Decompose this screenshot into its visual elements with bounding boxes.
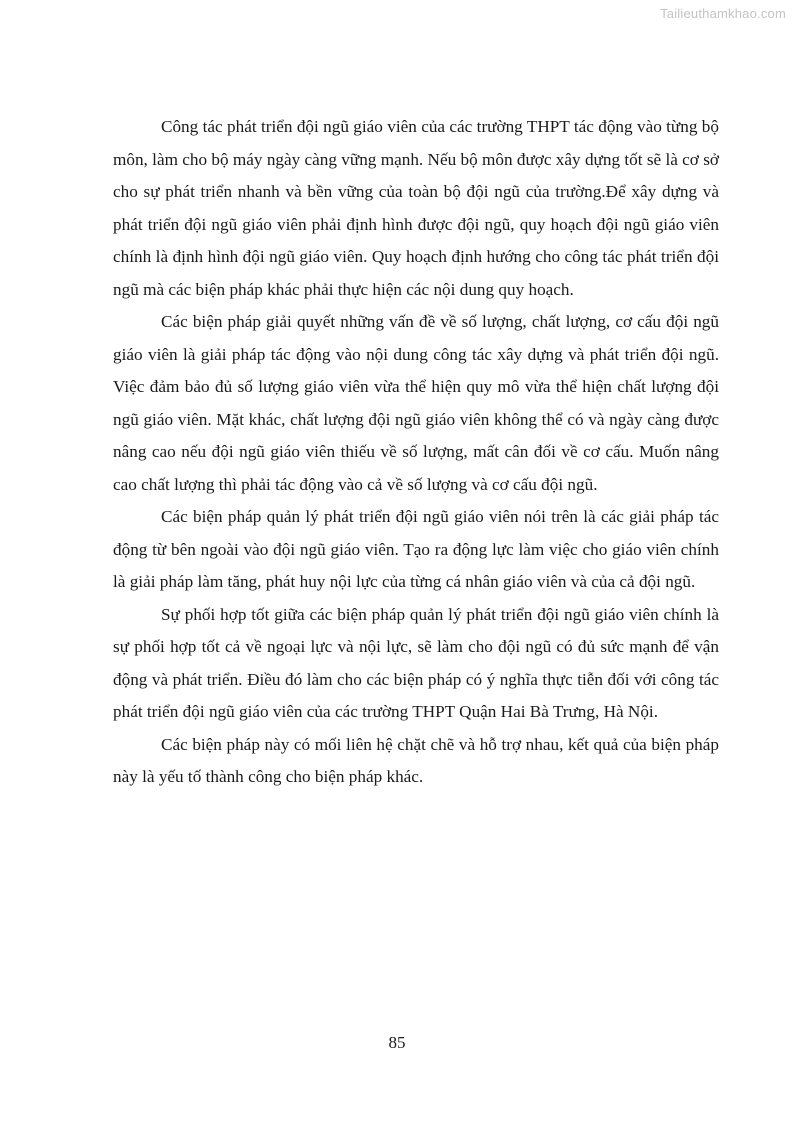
document-body [113, 111, 719, 794]
paragraph-4: Sự phối hợp tốt giữa các biện pháp quản lý phát triển đội ngũ giáo viên chính là sự phối hợp tốt cả về ngoại lực và nội lực, sẽ làm cho đội ngũ có đủ sức mạnh để vận động và phát triển. Điều đó làm cho các biện pháp có ý nghĩa thực tiễn đối với công tác phát triển đội ngũ giáo viên của các trường THPT Quận Hai Bà Trưng, Hà Nội. [113, 604, 719, 721]
page-number: 85 [388, 1033, 406, 1052]
paragraph-3: Các biện pháp quản lý phát triển đội ngũ giáo viên nói trên là các giải pháp tác động từ bên ngoài vào đội ngũ giáo viên. Tạo ra động lực làm việc cho giáo viên chính là giải pháp làm tăng, phát huy nội lực của từng cá nhân giáo viên và của cả đội ngũ. [113, 507, 719, 591]
paragraph-2: Các biện pháp giải quyết những vấn đề về số lượng, chất lượng, cơ cấu đội ngũ giáo viên là giải pháp tác động vào nội dung công tác xây dựng và phát triển đội ngũ. Việc đảm bảo đủ số lượng giáo viên vừa thể hiện quy mô vừa thể hiện chất lượng đội ngũ giáo viên. Mặt khác, chất lượng đội ngũ giáo viên không thể có và ngày càng được nâng cao nếu đội ngũ giáo viên thiếu về số lượng, mất cân đối về cơ cấu. Muốn nâng cao chất lượng thì phải tác động vào cả về số lượng và cơ cấu đội ngũ. [113, 312, 719, 494]
paragraph-1: Công tác phát triển đội ngũ giáo viên của các trường THPT tác động vào từng bộ môn, làm cho bộ máy ngày càng vững mạnh. Nếu bộ môn được xây dựng tốt sẽ là cơ sở cho sự phát triển nhanh và bền vững của toàn bộ đội ngũ của trường.Để xây dựng và phát triển đội ngũ giáo viên phải định hình được đội ngũ, quy hoạch đội ngũ giáo viên chính là định hình đội ngũ giáo viên. Quy hoạch định hướng cho công tác phát triển đội ngũ mà các biện pháp khác phải thực hiện các nội dung quy hoạch. [113, 117, 719, 299]
watermark: Tailieuthamkhao.com [660, 6, 786, 21]
paragraph-5: Các biện pháp này có mối liên hệ chặt chẽ và hỗ trợ nhau, kết quả của biện pháp này là yếu tố thành công cho biện pháp khác. [113, 734, 719, 786]
